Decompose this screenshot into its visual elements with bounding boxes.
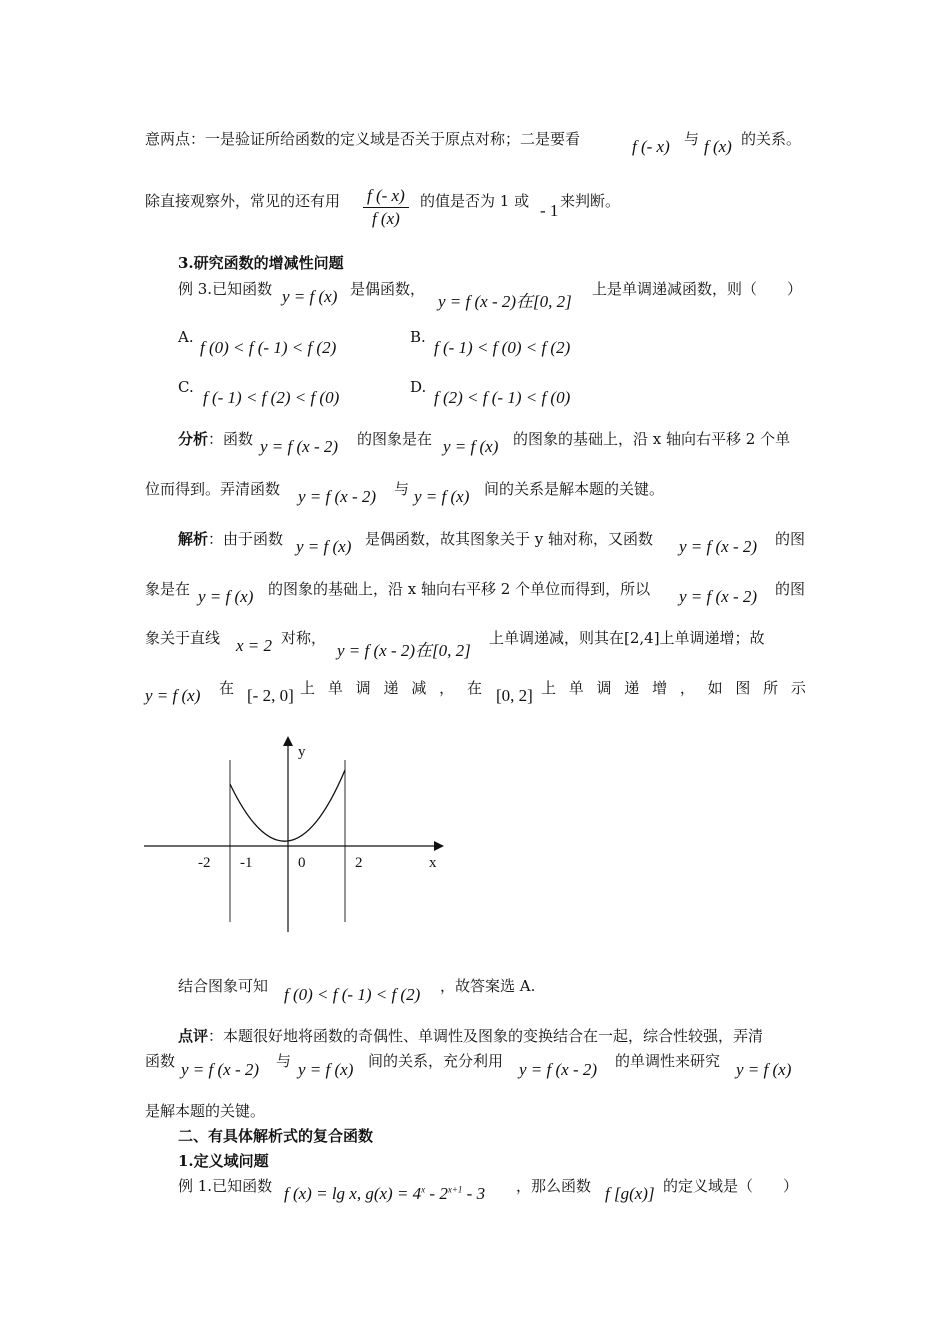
justified-char: 单 xyxy=(568,679,584,697)
analysis-text: 的图象的基础上，沿 x 轴向右平移 2 个单 xyxy=(513,430,791,448)
fraction-denominator: f (x) xyxy=(371,209,400,228)
y-axis-label: y xyxy=(298,744,306,760)
solution-text: ：由于函数 xyxy=(208,530,284,548)
solution-text: 的图 xyxy=(775,530,806,548)
solution-text: 象是在 xyxy=(145,580,191,598)
analysis-text: 间的关系是解本题的关键。 xyxy=(484,480,665,498)
example-text: 例 3.已知函数 xyxy=(178,280,273,298)
solution-text: 是偶函数，故其图象关于 y 轴对称，又函数 xyxy=(365,530,654,548)
math-expression: y = f (x) xyxy=(198,587,254,606)
math-expression: f (- x) xyxy=(632,137,670,156)
solution-text: 的图象的基础上，沿 x 轴向右平移 2 个单位而得到，所以 xyxy=(268,580,651,598)
option-d-math: f (2) < f (- 1) < f (0) xyxy=(434,388,571,407)
tick-label: -2 xyxy=(198,855,211,871)
option-b-math: f (- 1) < f (0) < f (2) xyxy=(434,338,571,357)
math-expression: f [g(x)] xyxy=(605,1184,655,1203)
math-expression: f (x) xyxy=(704,137,732,156)
math-expression: - 1 xyxy=(540,201,559,220)
analysis-text: ：函数 xyxy=(208,430,254,448)
option-c-label: C. xyxy=(178,378,194,396)
option-b-label: B. xyxy=(410,328,426,346)
example-text: ，那么函数 xyxy=(516,1177,592,1195)
conclusion-text: 结合图象可知 xyxy=(178,977,269,995)
justified-char: 单 xyxy=(327,679,343,697)
justified-char: 示 xyxy=(790,679,806,697)
solution-text: 上单调递减，则其在[2,4]上单调递增；故 xyxy=(489,629,765,647)
x-axis-label: x xyxy=(429,855,437,871)
paragraph-text: 意两点：一是验证所给函数的定义域是否关于原点对称；二是要看 xyxy=(145,130,581,148)
example-text: 例 1.已知函数 xyxy=(178,1177,273,1195)
justified-char: 调 xyxy=(596,679,612,697)
justified-char: 图 xyxy=(735,679,751,697)
math-expression: y = f (x) xyxy=(145,686,201,705)
x-axis-arrow-icon xyxy=(434,841,444,851)
solution-text xyxy=(300,677,482,698)
math-expression: y = f (x - 2) xyxy=(298,487,377,506)
analysis-label: 分析 xyxy=(178,430,209,448)
justified-char: 上 xyxy=(300,679,316,697)
justified-char: 所 xyxy=(763,679,779,697)
option-d-label: D. xyxy=(410,378,427,396)
comment-text: 间的关系，充分利用 xyxy=(368,1052,504,1070)
paragraph-text: 的关系。 xyxy=(741,130,802,148)
analysis-text: 位而得到。弄清函数 xyxy=(145,480,281,498)
comment-text: 的单调性来研究 xyxy=(615,1052,721,1070)
analysis-text: 与 xyxy=(394,480,410,498)
comment-text: 是解本题的关键。 xyxy=(145,1102,266,1120)
fraction-numerator: f (- x) xyxy=(363,186,409,208)
math-expression: f (0) < f (- 1) < f (2) xyxy=(284,985,421,1004)
subsection-heading: 1.定义域问题 xyxy=(178,1152,269,1170)
math-expression: y = f (x - 2) xyxy=(260,437,339,456)
math-expression: f (x) = lg x, $g(x) = 4^x - 2^{x+1} - 3$ xyxy=(284,1184,486,1203)
option-a-label: A. xyxy=(178,328,194,346)
solution-text: 的图 xyxy=(775,580,806,598)
paragraph-text: 与 xyxy=(684,130,700,148)
justified-char: 上 xyxy=(541,679,557,697)
solution-text: 对称， xyxy=(281,629,327,647)
y-axis-arrow-icon xyxy=(283,736,293,746)
math-expression: y = f (x - 2) xyxy=(679,537,758,556)
paragraph-text: 来判断。 xyxy=(560,192,621,210)
justified-char: 增 xyxy=(652,679,668,697)
function-graph xyxy=(140,732,450,938)
section-heading: 3.研究函数的增减性问题 xyxy=(178,254,344,272)
tick-label: 0 xyxy=(298,855,306,871)
math-expression: y = f (x - 2)在[0, 2] xyxy=(438,292,572,311)
analysis-text: 的图象是在 xyxy=(357,430,433,448)
example-text: 上是单调递减函数，则（ ） xyxy=(592,280,803,298)
math-expression: y = f (x) xyxy=(414,487,470,506)
math-expression: y = f (x) xyxy=(296,537,352,556)
tick-label: 2 xyxy=(355,855,363,871)
comment-text: 函数 xyxy=(145,1052,176,1070)
paragraph-text: 除直接观察外，常见的还有用 xyxy=(145,192,341,210)
example-text: 是偶函数， xyxy=(350,280,426,298)
math-expression: x = 2 xyxy=(236,636,273,655)
conclusion-text: ，故答案选 A. xyxy=(440,977,536,995)
solution-label: 解析 xyxy=(178,530,209,548)
justified-char: 调 xyxy=(355,679,371,697)
math-expression: [- 2, 0] xyxy=(247,686,294,705)
math-expression: [0, 2] xyxy=(496,686,533,705)
math-expression: y = f (x) xyxy=(282,287,338,306)
example-text: 的定义域是（ ） xyxy=(663,1177,799,1195)
fraction xyxy=(363,186,409,229)
comment-text: ：本题很好地将函数的奇偶性、单调性及图象的变换结合在一起，综合性较强，弄清 xyxy=(208,1027,764,1045)
comment-label: 点评 xyxy=(178,1027,209,1045)
math-expression: y = f (x - 2) xyxy=(519,1060,598,1079)
solution-text xyxy=(541,677,806,698)
math-expression: y = f (x - 2) xyxy=(679,587,758,606)
justified-char: ， xyxy=(679,679,695,697)
math-expression: y = f (x - 2) xyxy=(181,1060,260,1079)
math-expression: y = f (x) xyxy=(443,437,499,456)
justified-char: ， xyxy=(439,679,455,697)
solution-text: 象关于直线 xyxy=(145,629,221,647)
justified-char: 如 xyxy=(707,679,723,697)
section-heading: 二、有具体解析式的复合函数 xyxy=(178,1127,374,1145)
tick-label: -1 xyxy=(240,855,253,871)
option-c-math: f (- 1) < f (2) < f (0) xyxy=(203,388,340,407)
math-expression: y = f (x - 2)在[0, 2] xyxy=(337,641,471,660)
math-expression: y = f (x) xyxy=(298,1060,354,1079)
solution-text: 在 xyxy=(219,679,235,697)
comment-text: 与 xyxy=(276,1052,292,1070)
justified-char: 在 xyxy=(466,679,482,697)
justified-char: 递 xyxy=(624,679,640,697)
math-expression: y = f (x) xyxy=(736,1060,792,1079)
option-a-math: f (0) < f (- 1) < f (2) xyxy=(200,338,337,357)
justified-char: 递 xyxy=(383,679,399,697)
paragraph-text: 的值是否为 1 或 xyxy=(420,192,530,210)
justified-char: 减 xyxy=(411,679,427,697)
